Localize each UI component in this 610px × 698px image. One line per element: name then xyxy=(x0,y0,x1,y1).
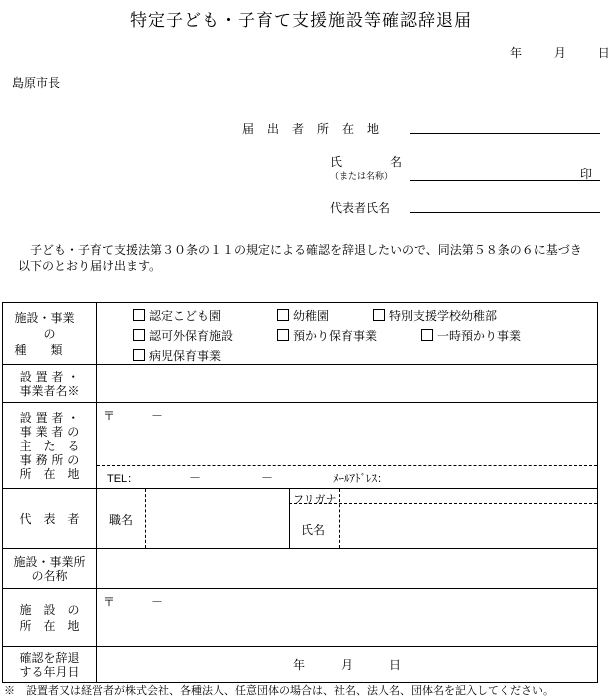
facility-type-options xyxy=(97,303,598,365)
facility-address-field[interactable] xyxy=(97,589,598,647)
submission-date xyxy=(510,44,610,61)
row-facility-address xyxy=(3,589,598,647)
facility-name-field[interactable] xyxy=(97,549,598,589)
facility-postal-code: 〒 － xyxy=(103,595,164,609)
representative-name-line[interactable] xyxy=(410,212,600,213)
operator-postal-code: 〒 － xyxy=(103,409,164,423)
checkbox-icon[interactable] xyxy=(277,329,289,341)
applicant-address-label-text: 届出者所在地 xyxy=(242,122,393,136)
option-label: 認可外保育施設 xyxy=(149,329,234,343)
option-tokubetsu-shien[interactable] xyxy=(373,307,497,324)
date-month: 月 xyxy=(553,46,566,60)
option-label: 特別支援学校幼稚部 xyxy=(389,309,498,323)
facility-type-label xyxy=(3,303,97,365)
facility-address-label xyxy=(3,589,97,647)
option-byouji-hoiku[interactable] xyxy=(133,347,221,364)
applicant-name-label: 氏 名 xyxy=(330,155,421,169)
option-label: 預かり保育事業 xyxy=(293,329,378,343)
checkbox-icon[interactable] xyxy=(421,329,433,341)
option-ninkagai[interactable] xyxy=(133,327,233,344)
withdraw-date-label xyxy=(3,647,97,683)
date-day: 日 xyxy=(597,46,610,60)
rep-name-block-divider xyxy=(289,489,290,548)
operator-address-label-line: 所 在 地 xyxy=(19,466,80,481)
withdraw-date-value: 年 月 日 xyxy=(292,658,401,672)
facility-address-label-line: 所 在 地 xyxy=(19,618,80,633)
checkbox-icon[interactable] xyxy=(133,309,145,321)
operator-name-label-line: 事業者名※ xyxy=(19,383,80,398)
row-operator-name xyxy=(3,365,598,403)
operator-name-label xyxy=(3,365,97,403)
operator-address-label-line: 設 置 者 ・ xyxy=(19,410,80,425)
email-label: ﾒｰﾙｱﾄﾞﾚｽ： xyxy=(333,472,388,485)
operator-address-label-line: 事 業 者 の xyxy=(19,424,80,439)
rep-name-divider xyxy=(339,489,340,548)
operator-name-label-line: 設 置 者 ・ xyxy=(19,369,80,384)
furigana-label: フリガナ xyxy=(293,493,337,506)
facility-name-label-line: 施設・事業所 xyxy=(13,554,86,569)
applicant-name-line[interactable] xyxy=(410,180,600,181)
row-withdraw-date xyxy=(3,647,598,683)
row-facility-name xyxy=(3,549,598,589)
tel-dashes: － － xyxy=(189,471,280,485)
date-year: 年 xyxy=(510,46,523,60)
facility-name-label-line: の名称 xyxy=(31,568,68,583)
facility-type-label-line: 施設・事業 xyxy=(14,310,75,325)
option-label: 幼稚園 xyxy=(293,309,330,323)
facility-form-table xyxy=(2,302,598,683)
facility-type-label-line: 種 類 xyxy=(14,342,63,357)
row-representative xyxy=(3,489,598,549)
seal-mark: 印 xyxy=(580,167,593,181)
applicant-address-line[interactable] xyxy=(410,133,600,134)
tel-separators xyxy=(189,469,279,486)
rep-title-divider xyxy=(145,489,146,548)
withdraw-date-label-line: 確認を辞退 xyxy=(19,650,80,665)
checkbox-icon[interactable] xyxy=(133,329,145,341)
option-nintei-kodomoen[interactable] xyxy=(133,307,221,324)
facility-address-label-line: 施 設 の xyxy=(19,602,80,617)
tel-label: TEL： xyxy=(107,473,139,485)
furigana-divider xyxy=(289,503,597,504)
withdraw-date-field[interactable] xyxy=(97,647,598,683)
row-operator-address xyxy=(3,403,598,489)
checkbox-icon[interactable] xyxy=(373,309,385,321)
option-label: 病児保育事業 xyxy=(149,349,222,363)
rep-name-label: 氏名 xyxy=(301,523,326,537)
row-facility-type xyxy=(3,303,598,365)
recipient: 島原市長 xyxy=(12,76,61,90)
withdraw-date-label-line: する年月日 xyxy=(19,664,80,679)
facility-name-label xyxy=(3,549,97,589)
operator-address-label xyxy=(3,403,97,489)
body-paragraph: 子ども・子育て支援法第３０条の１１の規定による確認を辞退したいので、同法第５８条の６に基づき以下のとおり届け出ます。 xyxy=(18,243,582,273)
checkbox-icon[interactable] xyxy=(277,309,289,321)
facility-type-label-line: の xyxy=(43,326,56,341)
applicant-name-sublabel: （または名称） xyxy=(330,172,394,182)
option-youchien[interactable] xyxy=(277,307,329,324)
address-divider xyxy=(97,465,597,466)
operator-address-label-line: 主 た る xyxy=(19,438,80,453)
option-label: 認定こども園 xyxy=(149,309,222,323)
operator-address-label-line: 事 務 所 の xyxy=(19,452,80,467)
checkbox-icon[interactable] xyxy=(133,349,145,361)
representative-label: 代 表 者 xyxy=(3,489,97,549)
footnote: ※ 設置者又は経営者が株式会社、各種法人、任意団体の場合は、社名、法人名、団体名を記入してください。 xyxy=(4,684,554,697)
option-azukari-hoiku[interactable] xyxy=(277,327,377,344)
representative-name-label: 代表者氏名 xyxy=(330,201,391,215)
option-label: 一時預かり事業 xyxy=(437,329,522,343)
rep-title-label: 職名 xyxy=(109,513,134,527)
representative-field xyxy=(97,489,598,549)
applicant-address-label xyxy=(242,120,394,137)
option-ichiji-azukari[interactable] xyxy=(421,327,521,344)
document-title: 特定子ども・子育て支援施設等確認辞退届 xyxy=(130,11,472,31)
operator-address-field[interactable] xyxy=(97,403,598,489)
operator-name-field[interactable] xyxy=(97,365,598,403)
